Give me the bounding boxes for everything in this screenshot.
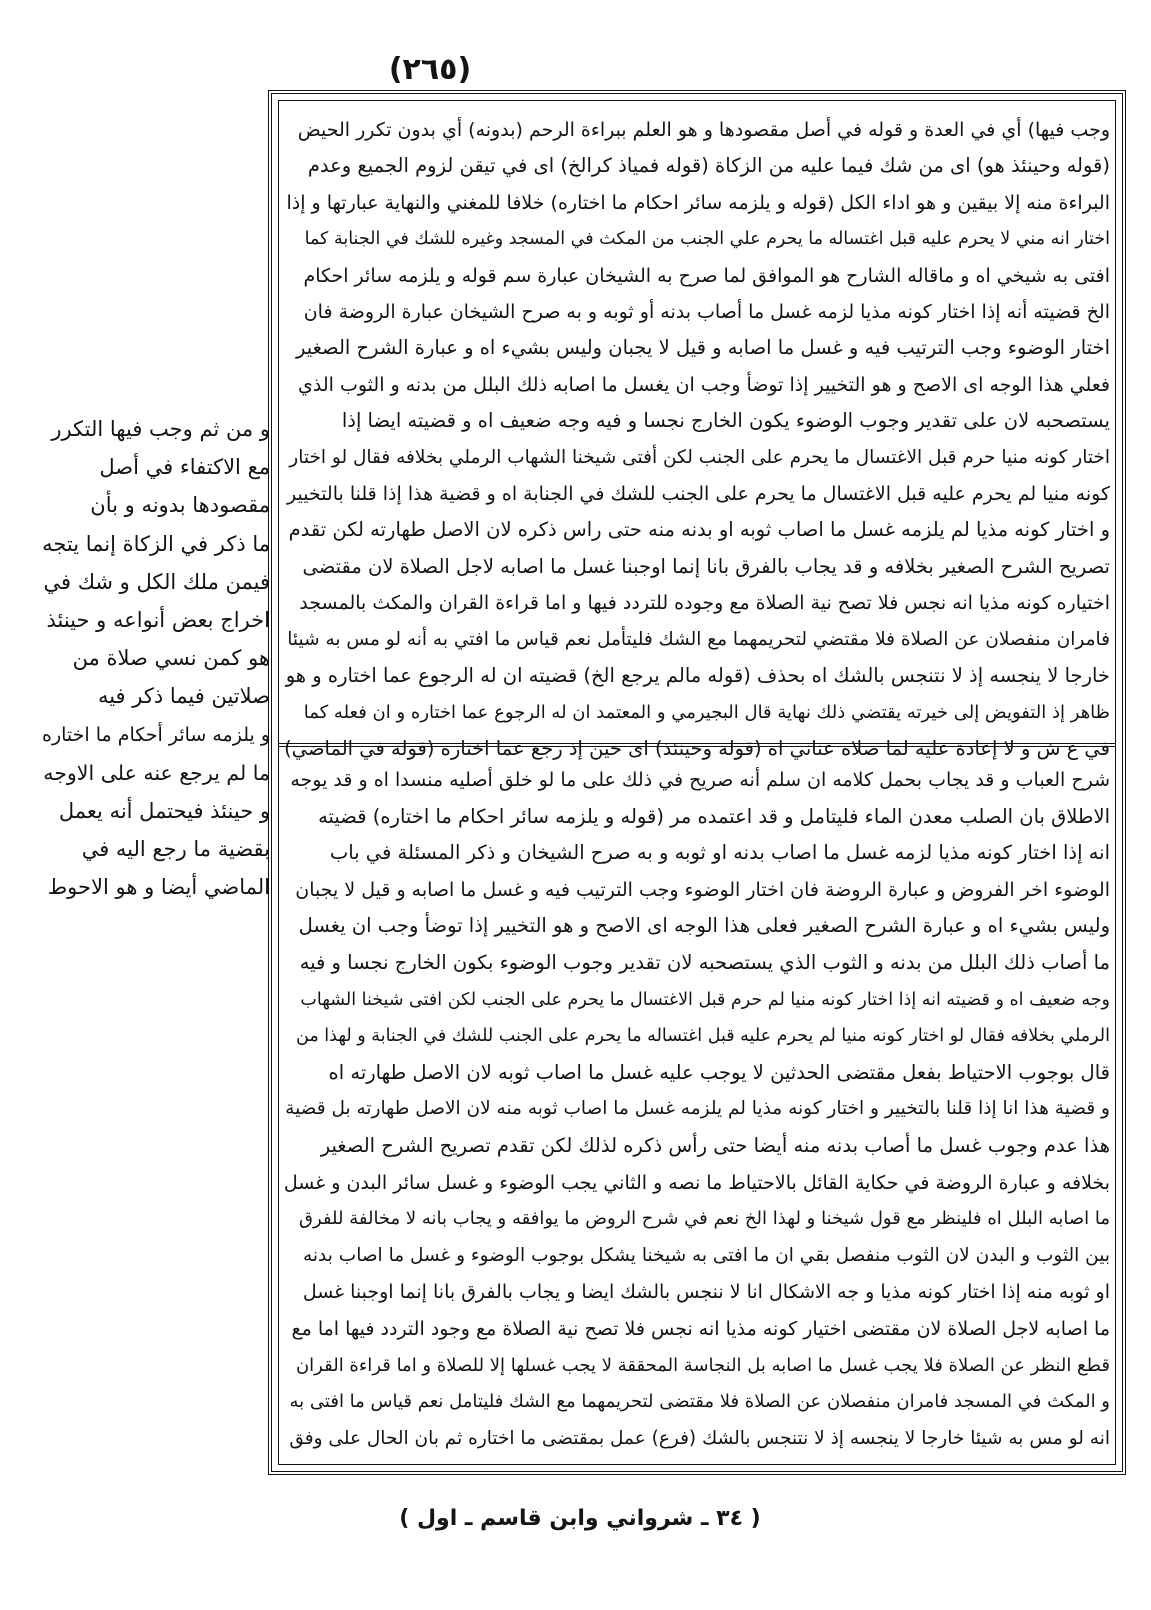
- margin-line: مقصودها بدونه و بأن: [90, 493, 270, 518]
- margin-line: بقضية ما رجع اليه في: [81, 837, 270, 862]
- text-line: او ثوبه منه إذا اختار كونه مذيا و جه الاشكال انا لا ننجس بالشك ايضا و يجاب بالفرق بانا إنما اوجبنا غسل: [302, 1281, 1110, 1304]
- text-line: كونه منيا لم يحرم عليه قبل الاغتسال ما يحرم على الجنب للشك في الجنابة اه و قضية هذا إذا قلنا بالتخيير: [286, 483, 1110, 506]
- margin-line: و حينئذ فيحتمل أنه يعمل: [58, 799, 270, 824]
- text-line: تصريح الشرح الصغير بخلافه و قد يجاب بالفرق بانا إنما اوجبنا غسل ما اصابه لاجل الصلاة لان مقتضى: [302, 554, 1110, 578]
- text-line: وليس بشيء اه و عبارة الشرح الصغير فعلى هذا الوجه اى الاصح و هو التخيير إذا توضأ وجب ان يغسل: [298, 914, 1110, 938]
- text-line: ما اصابه لاجل الصلاة لان مقتضى اختيار كونه مذيا انه نجس فلا تصح نية الصلاة مع وجود التردد فيها اما مع: [291, 1317, 1110, 1340]
- text-line: افتى به شيخي اه و ماقاله الشارح هو الموافق لما صرح به الشيخان عبارة سم قوله و يلزمه سائر احكام: [303, 264, 1110, 287]
- text-line: و اختار كونه مذيا لم يلزمه غسل ما اصاب ثوبه او بدنه منه حتى راس ذكره لان الاصل طهارته لكن تقدم: [288, 518, 1110, 542]
- text-line: الرملي بخلافه فقال لو اختار كونه منيا لم يحرم عليه قبل اغتساله ما يحرم على الجنب للشك في الجنابة و لهذا من: [296, 1026, 1110, 1047]
- text-line: (قوله وحينئذ هو) اى من شك فيما عليه من الزكاة (قوله فمياذ كرالخ) اى في تيقن لزوم الجميع وعدم: [307, 154, 1110, 178]
- text-line: الخ قضيته أنه إذا اختار كونه مذيا لزمه غسل ما أصاب بدنه أو ثوبه و به صرح الشيخان عبارة الروضة فان: [303, 301, 1110, 324]
- text-line: هذا عدم وجوب غسل ما أصاب بدنه منه أيضا حتى رأس ذكره لذلك لكن تقدم تصريح الشرح الصغير: [320, 1133, 1110, 1157]
- text-line: في ع ش و لا إعادة عليه لما صلاه عناني اه (قوله وحينئذ) اى حين إذ رجع عما اختاره (قوله في الماضي): [284, 736, 1110, 760]
- text-line: انه لو مس به شيئا خارجا لا ينجسه إذ لا نتنجس بالشك (فرع) عمل بمقتضى ما اختاره ثم بان الحال على وفق: [289, 1427, 1110, 1449]
- margin-line: صلاتين فيما ذكر فيه: [97, 684, 270, 709]
- margin-line: و من ثم وجب فيها التكرر: [51, 417, 270, 441]
- page-footer: ( ٣٤ ـ شرواني وابن قاسم ـ اول ): [399, 1506, 761, 1531]
- commentary-upper: [284, 112, 1110, 760]
- text-line: الوضوء اخر الفروض و عبارة الروضة فان اختار الوضوء وجب الترتيب فيه و غسل ما اصابه و قيل لا يجبان: [295, 878, 1110, 901]
- margin-line: ما ذكر في الزكاة إنما يتجه: [42, 531, 270, 556]
- margin-line: فيمن ملك الكل و شك في: [43, 569, 270, 594]
- text-line: اختياره كونه مذيا انه نجس فلا تصح نية الصلاة مع وجوده للتردد فيها و اما قراءة القران والمكث بالمسجد: [299, 592, 1110, 615]
- text-line: و المكث في المسجد فامران منفصلان عن الصلاة فلا مقتضى لتحريمهما مع الشك فليتامل نعم قياس ما افتى به: [289, 1391, 1110, 1413]
- text-line: البراءة منه إلا بيقين و هو اداء الكل (قوله و يلزمه سائر احكام ما اختاره) خلافا للمغني والنهاية عبارتها و إذا: [286, 191, 1110, 214]
- text-line: وجه ضعيف اه و قضيته انه إذا اختار كونه منيا لم حرم قبل الاغتسال ما يحرم على الجنب لكن افتى شيخنا الشهاب: [300, 989, 1110, 1010]
- text-line: فعلي هذا الوجه اى الاصح و هو التخيير إذا توضأ وجب ان يغسل ما اصابه ذلك البلل من بدنه و الثوب الذي: [298, 373, 1110, 396]
- text-line: اختار الوضوء وجب الترتيب فيه و غسل ما اصابه و قيل لا يجبان وليس بشيء اه و عبارة الشرح الصغير: [295, 336, 1110, 360]
- text-line: بين الثوب و البدن لان الثوب منفصل بقي ان ما افتى به شيخنا يشكل بوجوب الوضوء و غسل ما اصاب بدنه: [302, 1244, 1110, 1266]
- margin-note: [40, 410, 270, 907]
- margin-line: الماضي أيضا و هو الاحوط: [47, 875, 270, 900]
- text-line: فامران منفصلان عن الصلاة فلا مقتضي لتحريمهما مع الشك فليتأمل نعم قياس ما افتي به أنه لو مس به شيئا: [287, 628, 1110, 650]
- text-line: بخلافه و عبارة الروضة في حكاية القائل بالاحتياط ما نصه و الثاني يجب الوضوء و غسل سائر البدن و غسل: [283, 1171, 1110, 1194]
- commentary-lower: [284, 762, 1110, 1452]
- text-line: خارجا لا ينجسه إذ لا نتنجس بالشك اه بحذف (قوله مالم يرجع الخ) قضيته ان له الرجوع عما اختاره و هو: [285, 664, 1110, 688]
- text-line: ما أصاب ذلك البلل من بدنه و الثوب الذي يستصحبه لان تقدير وجوب الوضوء بكون الخارج نجسا و فيه: [299, 950, 1110, 974]
- text-line: اختار انه مني لا يحرم عليه قبل اغتساله ما يحرم علي الجنب من المكث في المسجد وغيره للشك في الجنابة كما: [304, 229, 1110, 250]
- section-divider: [278, 743, 1116, 747]
- text-line: انه إذا اختار كونه مذيا لزمه غسل ما اصاب بدنه او ثوبه و به صرح الشيخان و ذكر المسئلة في باب: [329, 841, 1110, 865]
- margin-line: و يلزمه سائر أحكام ما اختاره: [42, 723, 270, 746]
- margin-line: اخراج بعض أنواعه و حينئذ: [46, 608, 270, 633]
- text-line: ما اصابه البلل اه فلينظر مع قول شيخنا و لهذا الخ نعم في شرح الروض ما يوافقه و يجاب بانه لا مخالفة للفرق: [299, 1208, 1110, 1230]
- text-line: شرح العباب و قد يجاب بحمل كلامه ان سلم أنه صريح في ذلك على ما لو خلق أصليه منسدا اه و قد يوجه: [290, 769, 1110, 791]
- text-line: اختار كونه منيا حرم قبل الاغتسال ما يحرم على الجنب لكن أفتى شيخنا الشهاب الرملي بخلافه فقال لو اختار: [289, 446, 1110, 468]
- text-line: يستصحبه لان على تقدير وجوب الوضوء يكون الخارج نجسا و فيه وجه ضعيف اه و قضيته ايضا إذا: [341, 409, 1110, 433]
- text-line: ظاهر إذ التفويض إلى خيرته يقتضي ذلك نهاية قال البجيرمي و المعتمد ان له الرجوع عما اختاره و ان فعله كما: [303, 701, 1110, 723]
- margin-line: مع الاكتفاء في أصل: [99, 455, 270, 480]
- text-line: الاطلاق بان الصلب معدن الماء فليتامل و قد اعتمده مر (قوله و يلزمه سائر احكام ما اختاره) قضيته: [318, 804, 1110, 828]
- page-number: (٢٦٥): [388, 52, 472, 87]
- text-line: وجب فيها) أي في العدة و قوله في أصل مقصودها و هو العلم ببراءة الرحم (بدونه) أي بدون تكرر الحيض: [297, 119, 1110, 141]
- margin-line: هو كمن نسي صلاة من: [72, 646, 270, 671]
- text-line: قطع النظر عن الصلاة فلا يجب غسل ما اصابه بل النجاسة المحققة لا يجب غسلها إلا للصلاة و اما قراءة القران: [295, 1354, 1110, 1376]
- main-text-frame: [268, 90, 1126, 1475]
- text-line: قال بوجوب الاحتياط بفعل مقتضى الحدثين لا يوجب عليه غسل ما اصاب ثوبه لان الاصل طهارته اه: [328, 1060, 1110, 1084]
- margin-line: ما لم يرجع عنه على الاوجه: [43, 760, 270, 785]
- text-line: و قضية هذا انا إذا قلنا بالتخيير و اختار كونه مذيا لم يلزمه غسل ما اصاب ثوبه منه لان الاصل طهارته بل قضية: [285, 1098, 1110, 1120]
